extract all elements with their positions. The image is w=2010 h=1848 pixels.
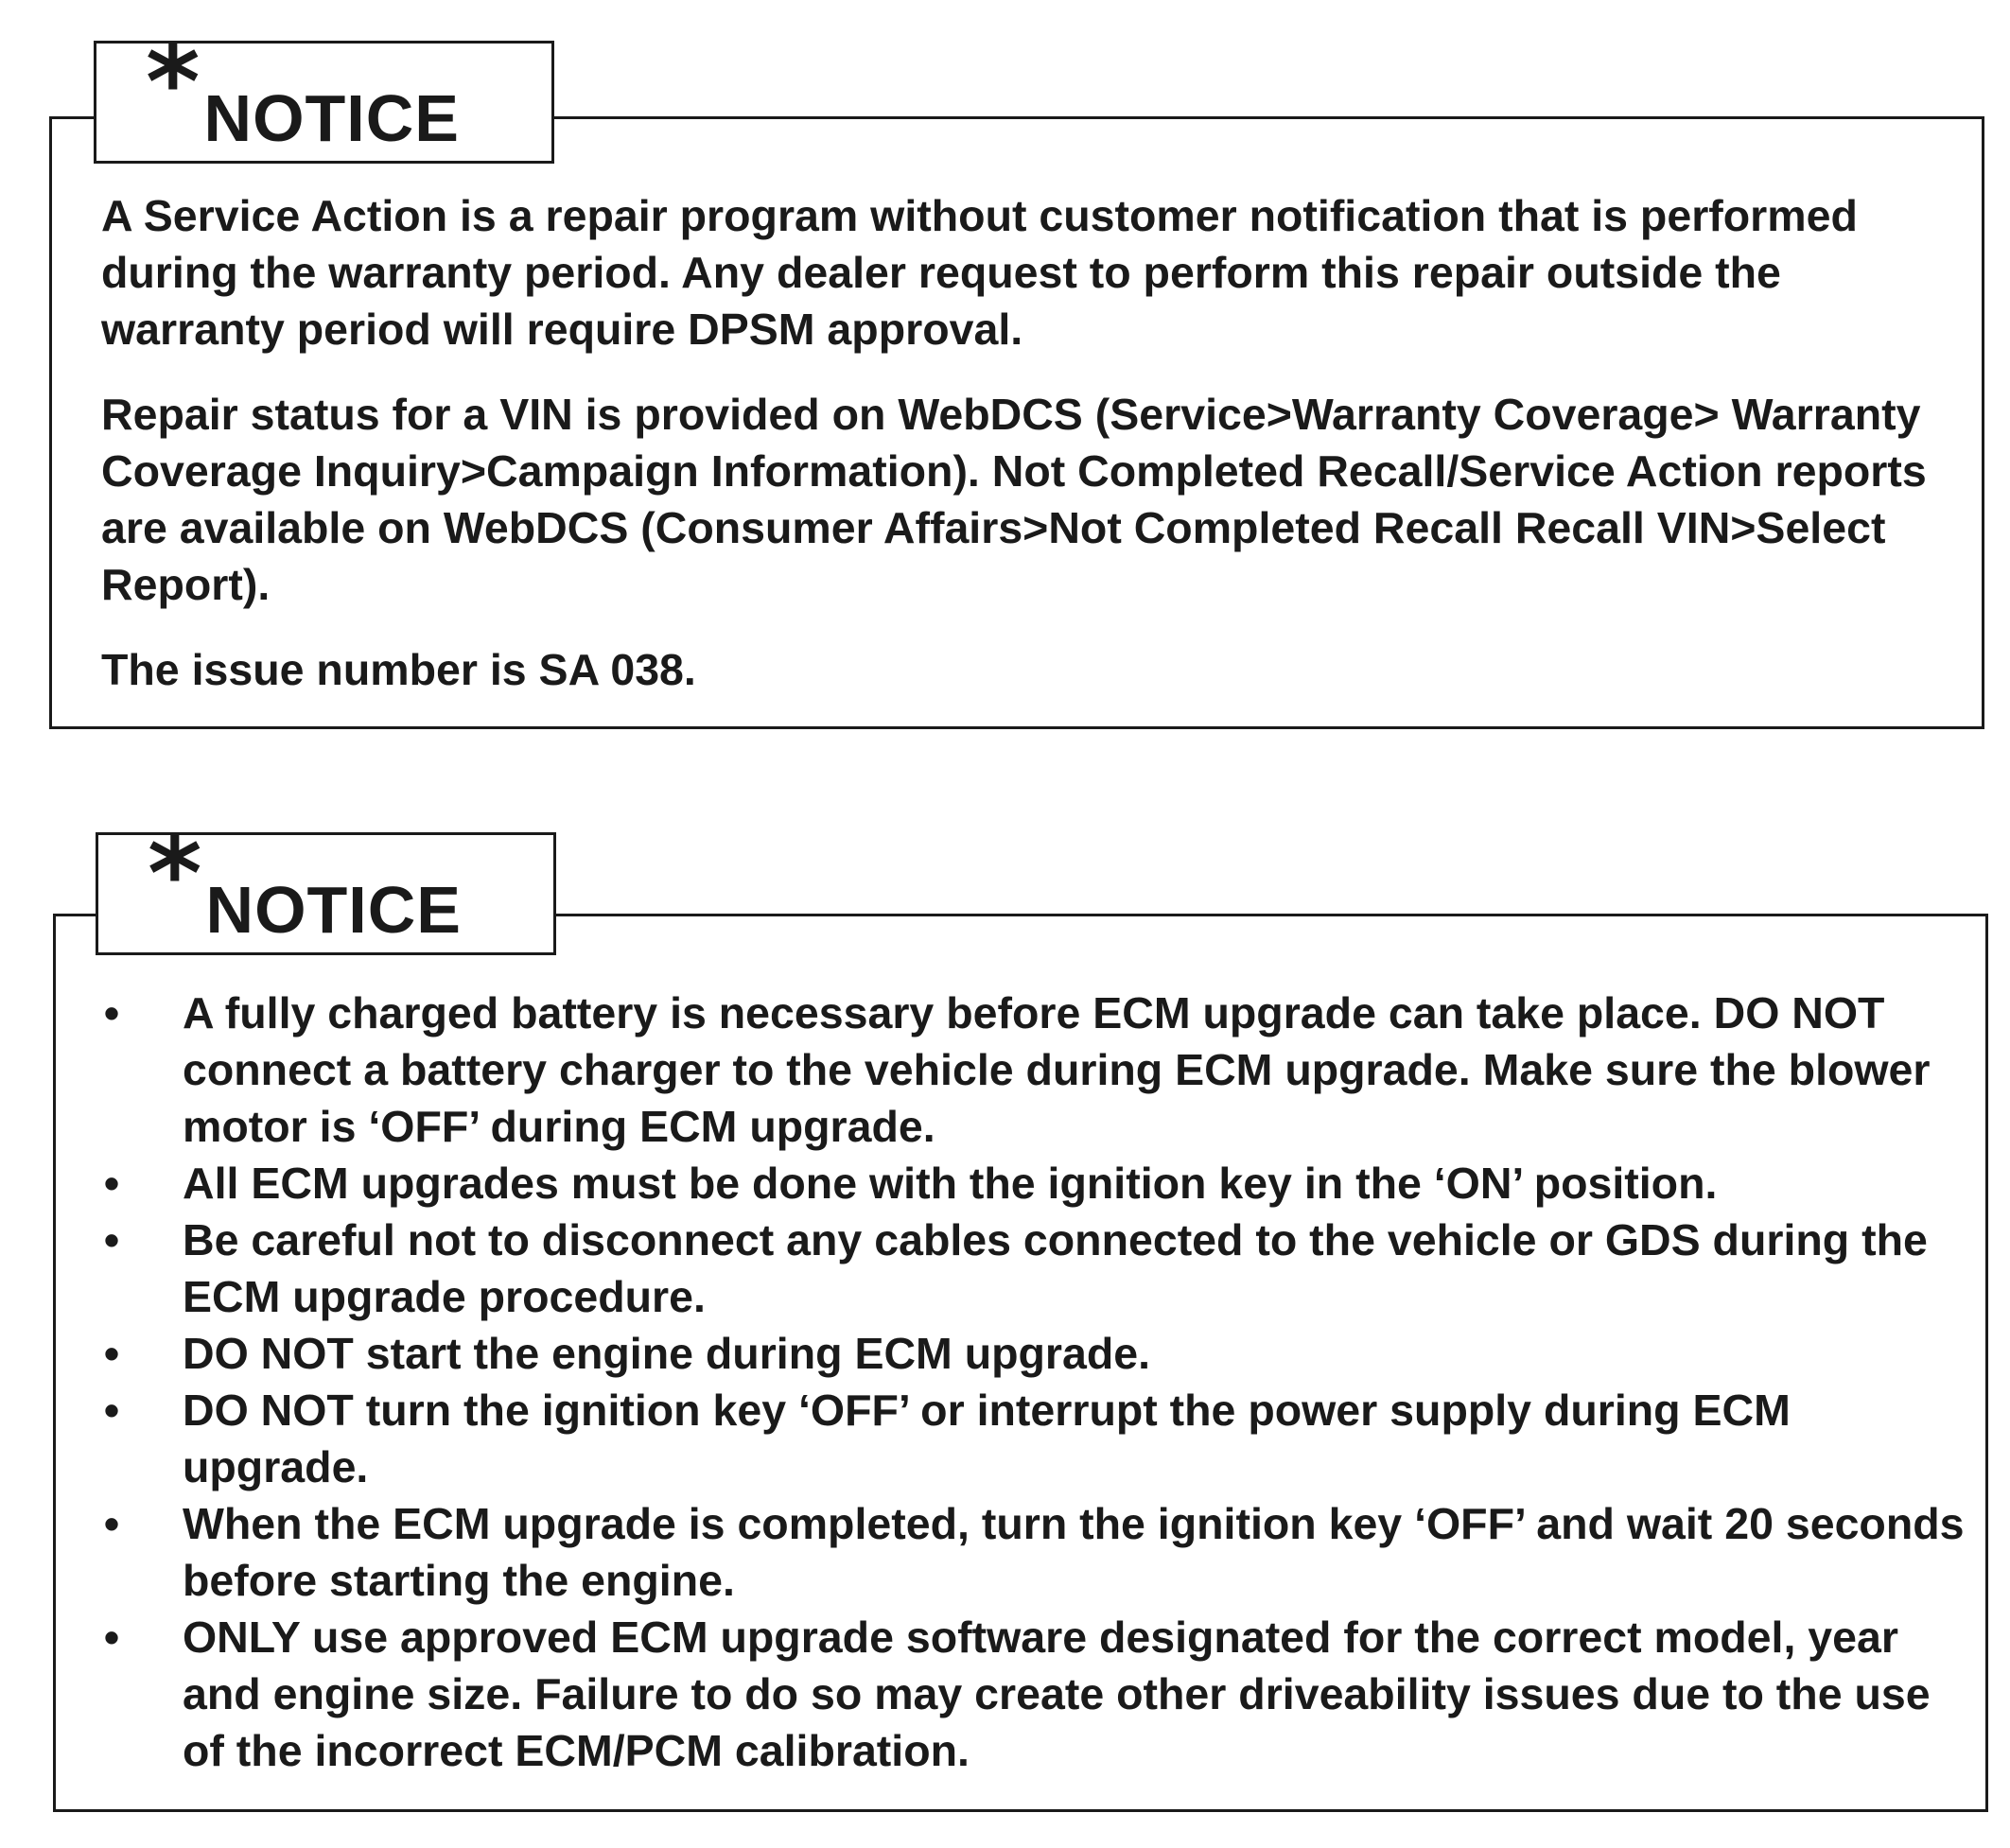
list-item-text: ONLY use approved ECM upgrade software designated for the correct model, year and engine size. Failure to do so may create other driveability issues due to the use of the incorrect ECM/PCM calibration.	[183, 1613, 1931, 1775]
notice-1-title: NOTICE	[203, 81, 460, 155]
notice-1-frame	[49, 116, 1984, 729]
list-item-text: When the ECM upgrade is completed, turn the ignition key ‘OFF’ and wait 20 seconds before starting the engine.	[183, 1499, 1965, 1605]
list-item	[97, 1212, 1980, 1325]
asterisk-icon: *	[148, 813, 202, 934]
notice-1-paragraph: A Service Action is a repair program without customer notification that is performed during the warranty period. Any dealer request to perform this repair outside the warranty period will require DPSM approval.	[101, 191, 1858, 354]
notice-1-paragraph: The issue number is SA 038.	[101, 645, 696, 694]
notice-2-frame	[53, 914, 1988, 1812]
bullet-icon: •	[103, 1329, 120, 1378]
notice-1-body	[101, 187, 1974, 698]
list-item-text: Be careful not to disconnect any cables connected to the vehicle or GDS during the ECM upgrade procedure.	[183, 1215, 1928, 1321]
list-item	[97, 1495, 1980, 1609]
bullet-icon: •	[103, 1215, 120, 1264]
bullet-icon: •	[103, 988, 120, 1037]
notice-2-bullet-list	[97, 985, 1980, 1779]
list-item-text: DO NOT start the engine during ECM upgrade.	[183, 1329, 1151, 1378]
notice-1-paragraph: Repair status for a VIN is provided on WebDCS (Service>Warranty Coverage> Warranty Coverage Inquiry>Campaign Information). Not Completed Recall/Service Action reports are available on WebDCS (Consumer Affairs>Not Completed Recall Recall VIN>Select Report).	[101, 390, 1927, 609]
notice-2-header	[96, 813, 556, 955]
notice-1-header	[94, 22, 554, 164]
notice-2-title: NOTICE	[205, 873, 462, 947]
list-item	[97, 1609, 1980, 1779]
bullet-icon: •	[103, 1386, 120, 1435]
bullet-icon: •	[103, 1613, 120, 1662]
list-item-text: A fully charged battery is necessary before ECM upgrade can take place. DO NOT connect a battery charger to the vehicle during ECM upgrade. Make sure the blower motor is ‘OFF’ during ECM upgrade.	[183, 988, 1931, 1151]
list-item	[97, 985, 1980, 1155]
list-item	[97, 1382, 1980, 1495]
bullet-icon: •	[103, 1159, 120, 1208]
notice-2-body	[97, 985, 1980, 1779]
list-item-text: All ECM upgrades must be done with the ignition key in the ‘ON’ position.	[183, 1159, 1718, 1208]
list-item-text: DO NOT turn the ignition key ‘OFF’ or interrupt the power supply during ECM upgrade.	[183, 1386, 1791, 1491]
asterisk-icon: *	[146, 22, 201, 143]
list-item	[97, 1155, 1980, 1212]
list-item	[97, 1325, 1980, 1382]
bullet-icon: •	[103, 1499, 120, 1548]
